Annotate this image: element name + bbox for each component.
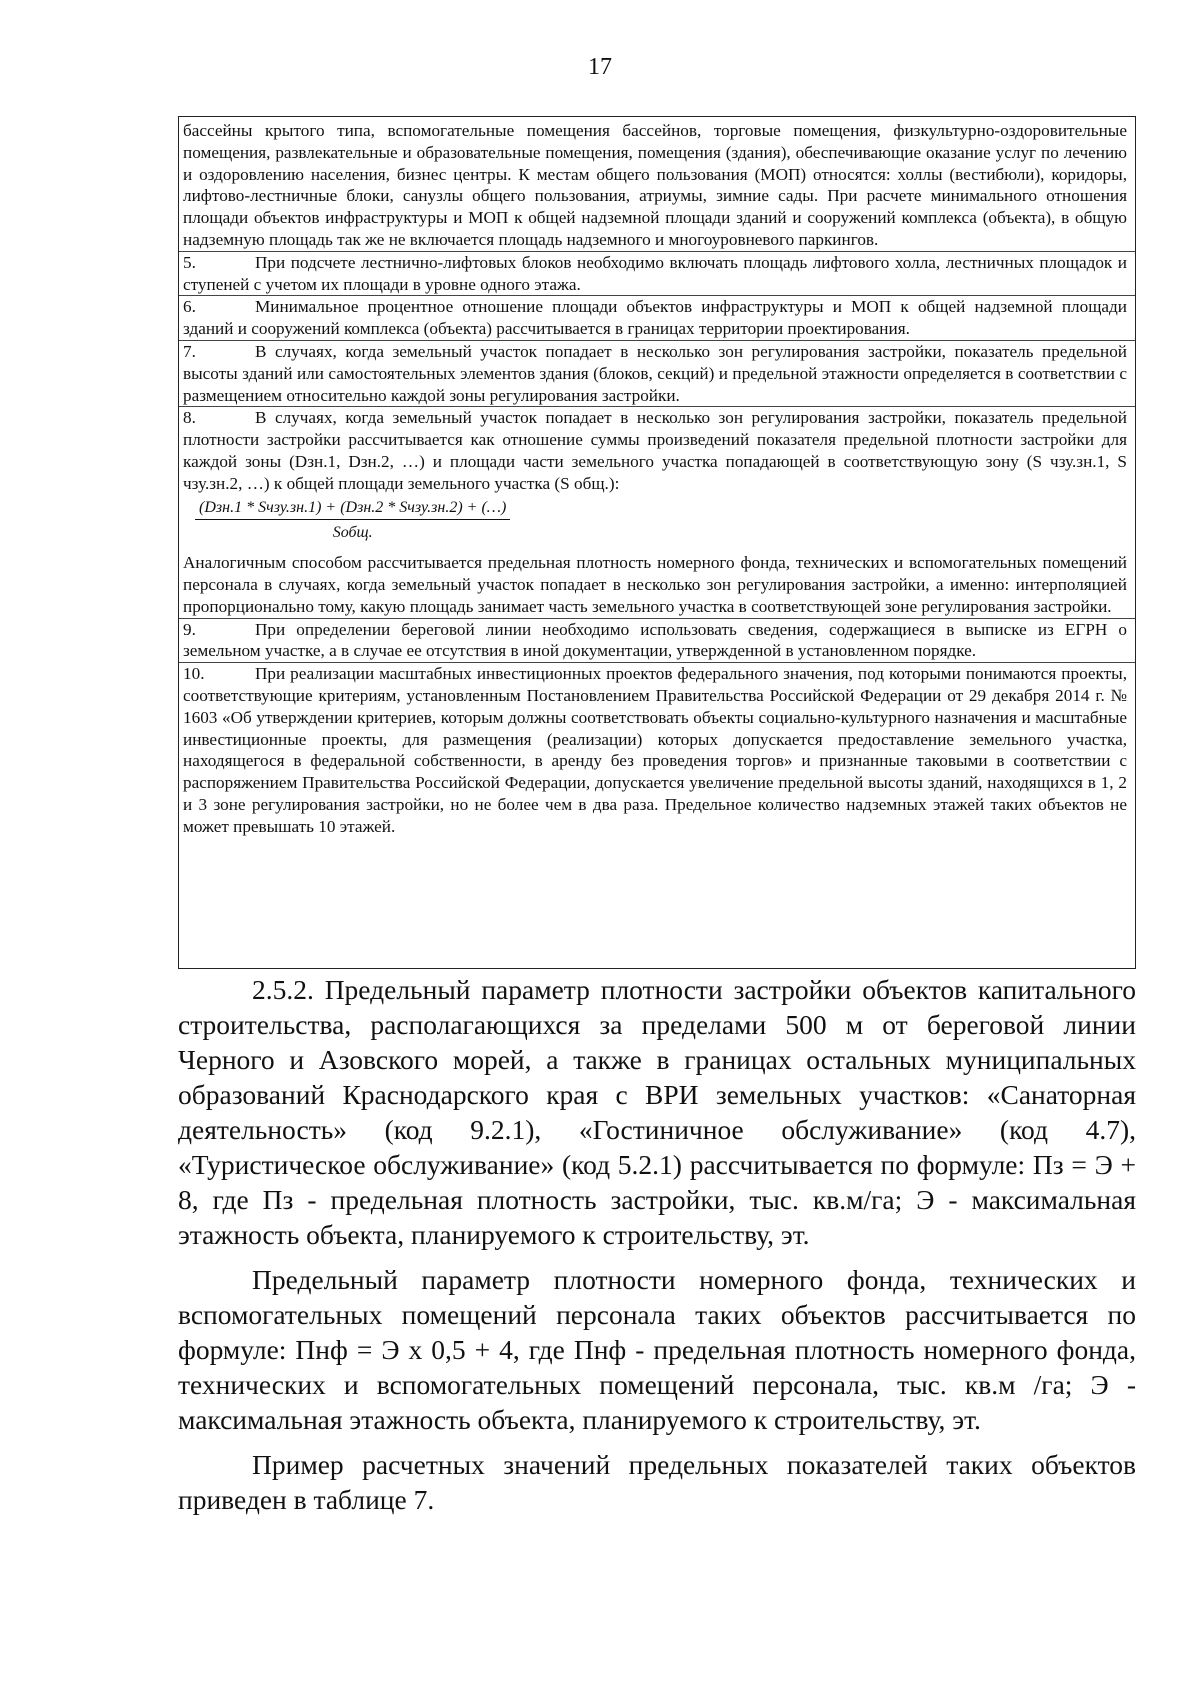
note-text: В случаях, когда земельный участок попадает в несколько зон регулирования застройки, показатель предельной высоты зданий или самостоятельных элементов здания (блоков, секций) и предельной этажности определяется в соответствии с размещением относительно каждой зоны регулирования застройки. [183, 341, 1127, 405]
notes-analog: Аналогичным способом рассчитывается предельная плотность номерного фонда, технических и вспомогательных помещений персонала в случаях, когда земельный участок попадает в несколько зон регулирования застройки, а именно: интерполяцией пропорционально тому, какую площадь занимает часть земельного участка в соответствующей зоне регулирования застройки. [183, 553, 1127, 616]
paragraph-room-density: Предельный параметр плотности номерного фонда, технических и вспомогательных помещений персонала таких объектов рассчитывается по формуле: Пнф = Э х 0,5 + 4, где Пнф - предельная плотность номерного фонда, технических и вспомогательных помещений персонала, тыс. кв.м /га; Э - максимальная этажность объекта, планируемого к строительству, эт. [178, 1264, 1136, 1435]
note-number: 5. [183, 252, 196, 272]
formula-denominator: Sобщ. [332, 524, 373, 542]
density-formula [195, 497, 1127, 545]
note-text: При реализации масштабных инвестиционных проектов федерального значения, под которыми понимаются проекты, соответствующие критериям, установленным Постановлением Правительства Российской Федерации от 29 декабря 2014 г. № 1603 «Об утверждении критериев, которым должны соответствовать объекты социально-культурного назначения и масштабные инвестиционные проекты, для размещения (реализации) которых допускается предоставление земельного участка, находящегося в федеральной собственности, в аренду без проведения торгов» и признанные таковыми в соответствии с распоряжением Правительства Российской Федерации, допускается увеличение предельной высоты зданий, находящихся в 1, 2 и 3 зоне регулирования застройки, но не более чем в два раза. Предельное количество надземных этажей таких объектов не может превышать 10 этажей. [183, 664, 1127, 836]
note-text: При подсчете лестнично-лифтовых блоков необходимо включать площадь лифтового холла, лестничных площадок и ступеней с учетом их площади в уровне одного этажа. [183, 252, 1127, 294]
notes-intro: бассейны крытого типа, вспомогательные помещения бассейнов, торговые помещения, физкультурно-оздоровительные помещения, развлекательные и образовательные помещения, помещения (здания), обеспечивающие оказание услуг по лечению и оздоровлению населения, бизнес центры. К местам общего пользования (МОП) относятся: холлы (вестибюли), коридоры, лифтово-лестничные блоки, санузлы общего пользования, атриумы, зимние сады. При расчете минимального отношения площади объектов инфраструктуры и МОП к общей надземной площади зданий и сооружений комплекса (объекта), в общую надземную площадь так же не включается площадь надземного и многоуровневого паркингов. [183, 121, 1127, 249]
note-item-10 [183, 663, 1127, 837]
note-item-7 [183, 341, 1127, 406]
notes-table [178, 116, 1136, 969]
formula-numerator: (Dзн.1 * Sчзу.зн.1) + (Dзн.2 * Sчзу.зн.2) + (…) [195, 497, 510, 521]
note-number: 8. [183, 408, 196, 428]
formula-fraction [195, 497, 510, 545]
paragraph-table-reference: Пример расчетных значений предельных показателей таких объектов приведен в таблице 7. [178, 1449, 1136, 1515]
main-text [178, 972, 1136, 1527]
page-number: 17 [588, 54, 612, 80]
note-item-5 [183, 252, 1127, 296]
note-item-6 [183, 296, 1127, 340]
note-item-9 [183, 619, 1127, 663]
note-item-8 [183, 407, 1127, 494]
note-number: 6. [183, 297, 196, 317]
note-number: 7. [183, 341, 196, 361]
note-text: В случаях, когда земельный участок попадает в несколько зон регулирования застройки, показатель предельной плотности застройки рассчитывается как отношение суммы произведений показателя предельной плотности застройки для каждой зоны (Dзн.1, Dзн.2, …) и площади части земельного участка попадающей в соответствующую зону (S чзу.зн.1, S чзу.зн.2, …) к общей площади земельного участка (S общ.): [183, 408, 1127, 493]
note-number: 10. [183, 664, 205, 684]
paragraph-2-5-2: 2.5.2. Предельный параметр плотности застройки объектов капитального строительства, располагающихся за пределами 500 м от береговой линии Черного и Азовского морей, а также в границах остальных муниципальных образований Краснодарского края с ВРИ земельных участков: «Санаторная деятельность» (код 9.2.1), «Гостиничное обслуживание» (код 4.7), «Туристическое обслуживание» (код 5.2.1) рассчитывается по формуле: Пз = Э + 8, где Пз - предельная плотность застройки, тыс. кв.м/га; Э - максимальная этажность объекта, планируемого к строительству, эт. [178, 974, 1136, 1250]
note-number: 9. [183, 619, 196, 639]
note-text: Минимальное процентное отношение площади объектов инфраструктуры и МОП к общей надземной площади зданий и сооружений комплекса (объекта) рассчитывается в границах территории проектирования. [183, 297, 1127, 339]
note-text: При определении береговой линии необходимо использовать сведения, содержащиеся в выписке из ЕГРН о земельном участке, а в случае ее отсутствия в иной документации, утвержденной в установленном порядке. [183, 619, 1127, 661]
